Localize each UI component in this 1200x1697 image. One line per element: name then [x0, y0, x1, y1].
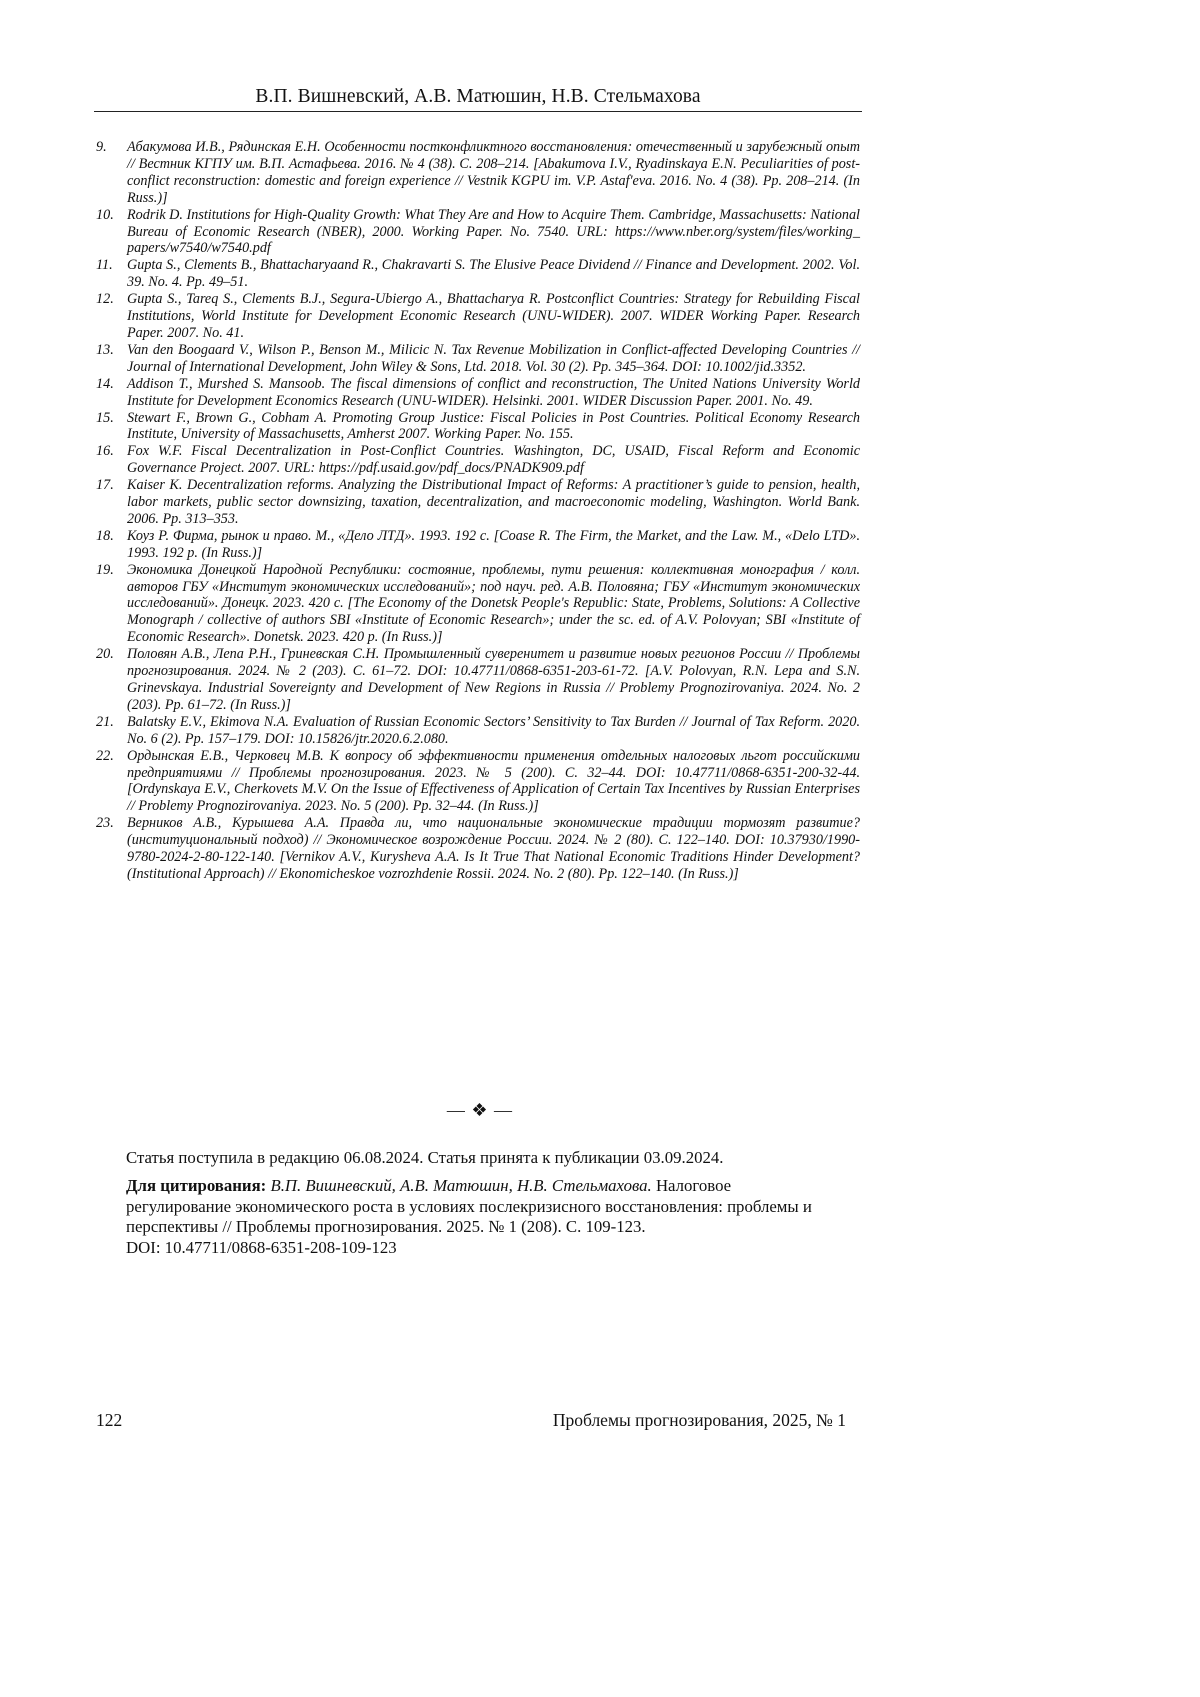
reference-item: [96, 528, 860, 562]
reference-number: 22.: [96, 747, 114, 764]
reference-number: 18.: [96, 527, 114, 544]
reference-item: [96, 342, 860, 376]
reference-number: 16.: [96, 443, 114, 460]
reference-number: 20.: [96, 646, 114, 663]
footer-journal: Проблемы прогнозирования, 2025, № 1: [552, 1410, 846, 1430]
reference-number: 12.: [96, 291, 114, 308]
reference-item: [96, 376, 860, 410]
reference-number: 23.: [96, 815, 114, 832]
reference-text: Van den Boogaard V., Wilson P., Benson M., Milicic N. Tax Revenue Mobilization in Conflict-affected Developing Countries // Journal of International Development, John Wiley & Sons, Ltd. 2018. Vol. 30 (2). Pp. 345–364. DOI: 10.1002/jid.3352.: [127, 341, 860, 375]
reference-item: [96, 815, 860, 883]
reference-text: Addison T., Murshed S. Mansoob. The fiscal dimensions of conflict and reconstruction, The United Nations University World Institute for Development Economics Research (UNU-WIDER). Helsinki. 2001. WIDER Discussion Paper. 2001. No. 49.: [127, 375, 860, 409]
reference-text: Gupta S., Clements B., Bhattacharyaand R., Chakravarti S. The Elusive Peace Dividend // Finance and Development. 2002. Vol. 39. No. 4. Pp. 49–51.: [127, 257, 860, 291]
running-head: В.П. Вишневский, А.В. Матюшин, Н.В. Стельмахова: [255, 86, 701, 107]
citation-label: Для цитирования:: [126, 1176, 267, 1195]
reference-number: 19.: [96, 561, 114, 578]
reference-text: Fox W.F. Fiscal Decentralization in Post-Conflict Countries. Washington, DC, USAID, Fiscal Reform and Economic Governance Project. 2007. URL: https://pdf.usaid.gov/pdf_docs/PNADK909.pdf: [127, 443, 860, 477]
reference-text: Экономика Донецкой Народной Республики: состояние, проблемы, пути решения: коллективная монография / колл. авторов ГБУ «Институт экономических исследований»; под науч. ред. А.В. Половяна; ГБУ «Институт экономических исследований». Донецк. 2023. 420 с. [The Economy of the Donetsk People's Republic: State, Problems, Solutions: A Collective Monograph / collective of authors SBI «Institute of Economic Research»; under the sc. ed. of A.V. Polovyan; SBI «Institute of Economic Research». Donetsk. 2023. 420 p. (In Russ.)]: [127, 561, 860, 646]
reference-text: Абакумова И.В., Рядинская Е.Н. Особенности постконфликтного восстановления: отечественный и зарубежный опыт // Вестник КГПУ им. В.П. Астафьева. 2016. № 4 (38). С. 208–214. [Abakumova I.V., Ryadinskaya E.N. Peculiarities of post-conflict reconstruction: domestic and foreign experience // Vestnik KGPU im. V.P. Astaf'eva. 2016. No. 4 (38). Pp. 208–214. (In Russ.)]: [127, 139, 860, 206]
header-rule: [94, 111, 862, 112]
reference-item: [96, 139, 860, 207]
reference-item: [96, 646, 860, 714]
reference-item: [96, 714, 860, 748]
reference-item: [96, 477, 860, 528]
received-dates: Статья поступила в редакцию 06.08.2024. Статья принята к публикации 03.09.2024.: [126, 1148, 724, 1167]
reference-number: 21.: [96, 713, 114, 730]
reference-item: [96, 291, 860, 342]
reference-item: [96, 207, 860, 258]
reference-item: [96, 410, 860, 444]
reference-number: 14.: [96, 375, 114, 392]
reference-list: [96, 139, 860, 883]
citation-block: [126, 1176, 826, 1258]
reference-text: Ордынская Е.В., Черковец М.В. К вопросу об эффективности применения отдельных налоговых льгот российскими предприятиями // Проблемы прогнозирования. 2023. № 5 (200). С. 32–44. DOI: 10.47711/0868-6351-200-32-44. [Ordynskaya E.V., Cherkovets M.V. On the Issue of Effectiveness of Application of Certain Tax Incentives by Russian Enterprises // Problemy Prognozirovaniya. 2023. No. 5 (200). Pp. 32–44. (In Russ.)]: [127, 747, 860, 815]
page-number: 122: [96, 1410, 123, 1430]
reference-item: [96, 748, 860, 816]
reference-text: Коуз Р. Фирма, рынок и право. М., «Дело ЛТД». 1993. 192 с. [Coase R. The Firm, the Market, and the Law. M., «Delo LTD». 1993. 192 p. (In Russ.)]: [127, 527, 860, 561]
citation-authors: В.П. Вишневский, А.В. Матюшин, Н.В. Стельмахова.: [270, 1176, 652, 1195]
reference-item: [96, 443, 860, 477]
reference-text: Kaiser K. Decentralization reforms. Analyzing the Distributional Impact of Reforms: A practitioner’s guide to pension, health, labor markets, public sector downsizing, taxation, decentralization, and macroeconomic modeling, Washington. World Bank. 2006. Pp. 313–353.: [127, 477, 860, 527]
reference-text: Gupta S., Tareq S., Clements B.J., Segura-Ubiergo A., Bhattacharya R. Postconflict Countries: Strategy for Rebuilding Fiscal Institutions, World Institute for Development Economic Research (UNU-WIDER). 2007. WIDER Working Paper. Research Paper. 2007. No. 41.: [127, 291, 860, 341]
reference-number: 13.: [96, 341, 114, 358]
citation-doi: DOI: 10.47711/0868-6351-208-109-123: [126, 1237, 397, 1257]
reference-number: 11.: [96, 257, 113, 274]
reference-text: Rodrik D. Institutions for High-Quality Growth: What They Are and How to Acquire Them. Cambridge, Massachusetts: National Bureau of Economic Research (NBER), 2000. Working Paper. No. 7540. URL: https://www.nber.org/system/files/working_ papers/w7540/w7540.pdf: [127, 206, 860, 257]
reference-text: Stewart F., Brown G., Cobham A. Promoting Group Justice: Fiscal Policies in Post Countries. Political Economy Research Institute, University of Massachusetts, Amherst 2007. Working Paper. No. 155.: [127, 409, 860, 443]
reference-number: 15.: [96, 409, 114, 426]
reference-text: Половян А.В., Лепа Р.Н., Гриневская С.Н. Промышленный суверенитет и развитие новых регионов России // Проблемы прогнозирования. 2024. № 2 (203). С. 61–72. DOI: 10.47711/0868-6351-203-61-72. [A.V. Polovyan, R.N. Lepa and S.N. Grinevskaya. Industrial Sovereignty and Development of New Regions in Russia // Problemy Prognozirovaniya. 2024. No. 2 (203). Pp. 61–72. (In Russ.)]: [127, 646, 860, 713]
reference-number: 17.: [96, 477, 114, 494]
citation-text: Налоговое регулирование экономического роста в условиях послекризисного восстановления: проблемы и перспективы // Проблемы прогнозирования. 2025. № 1 (208). С. 109-123.: [126, 1176, 812, 1237]
section-divider: — ❖ —: [446, 1100, 514, 1120]
reference-text: Верников А.В., Курышева А.А. Правда ли, что национальные экономические традиции тормозят развитие? (институциональный подход) // Экономическое возрождение России. 2024. № 2 (80). С. 122–140. DOI: 10.37930/1990-9780-2024-2-80-122-140. [Vernikov A.V., Kurysheva A.A. Is It True That National Economic Traditions Hinder Development? (Institutional Approach) // Ekonomicheskoe vozrozhdenie Rossii. 2024. No. 2 (80). Pp. 122–140. (In Russ.)]: [127, 815, 860, 882]
reference-number: 10.: [96, 206, 114, 223]
reference-item: [96, 257, 860, 291]
reference-text: Balatsky E.V., Ekimova N.A. Evaluation of Russian Economic Sectors’ Sensitivity to Tax Burden // Journal of Tax Reform. 2020. No. 6 (2). Pp. 157–179. DOI: 10.15826/jtr.2020.6.2.080.: [127, 713, 860, 747]
reference-item: [96, 562, 860, 647]
reference-number: 9.: [96, 139, 107, 155]
